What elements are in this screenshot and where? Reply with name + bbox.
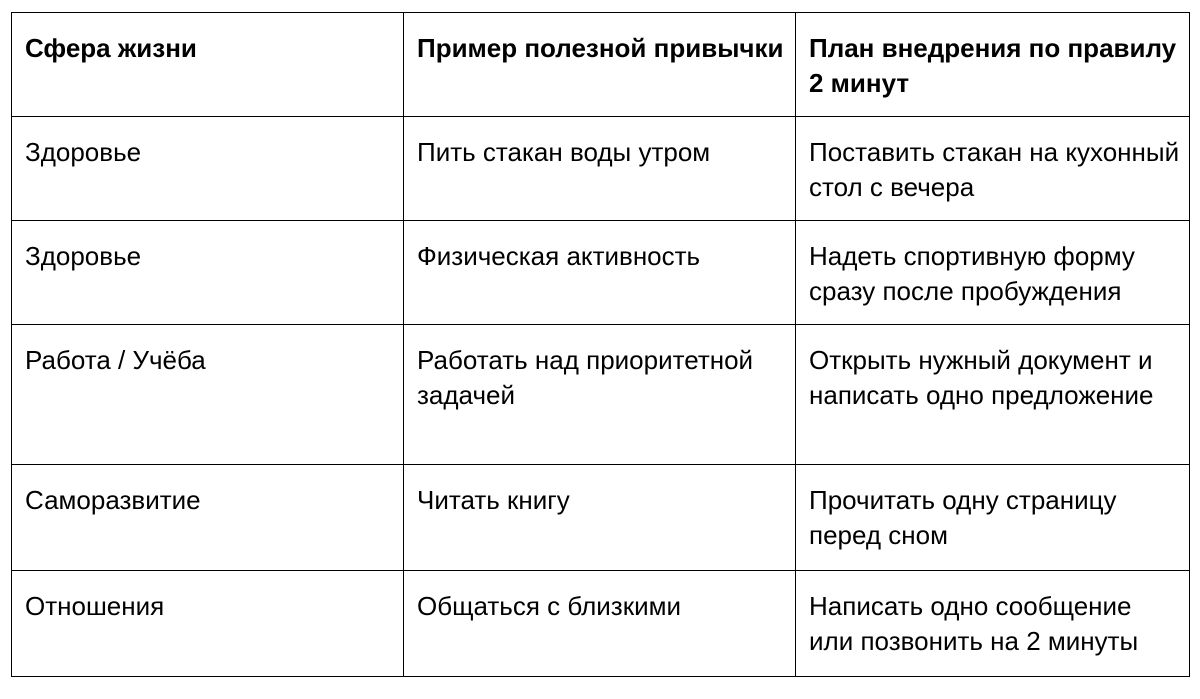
table-row xyxy=(12,325,1190,465)
table-header-row xyxy=(12,13,1190,117)
cell-habit-example: Физическая активность xyxy=(404,221,796,325)
table-row xyxy=(12,117,1190,221)
cell-implementation-plan: Надеть спортивную форму сразу после пробуждения xyxy=(796,221,1190,325)
cell-habit-example: Читать книгу xyxy=(404,465,796,571)
cell-life-area: Здоровье xyxy=(12,221,404,325)
cell-implementation-plan: Написать одно сообщение или позвонить на 2 минуты xyxy=(796,571,1190,677)
cell-implementation-plan: Прочитать одну страницу перед сном xyxy=(796,465,1190,571)
cell-habit-example: Пить стакан воды утром xyxy=(404,117,796,221)
habits-table-container xyxy=(11,12,1189,677)
header-implementation-plan: План внедрения по правилу 2 минут xyxy=(796,13,1190,117)
table-row xyxy=(12,221,1190,325)
cell-implementation-plan: Открыть нужный документ и написать одно предложение xyxy=(796,325,1190,465)
cell-life-area: Работа / Учёба xyxy=(12,325,404,465)
table-row xyxy=(12,571,1190,677)
cell-habit-example: Работать над приоритетной задачей xyxy=(404,325,796,465)
cell-implementation-plan: Поставить стакан на кухонный стол с вечера xyxy=(796,117,1190,221)
cell-life-area: Отношения xyxy=(12,571,404,677)
header-habit-example: Пример полезной привычки xyxy=(404,13,796,117)
cell-habit-example: Общаться с близкими xyxy=(404,571,796,677)
cell-life-area: Саморазвитие xyxy=(12,465,404,571)
cell-life-area: Здоровье xyxy=(12,117,404,221)
habits-table xyxy=(11,12,1190,677)
table-row xyxy=(12,465,1190,571)
header-life-area: Сфера жизни xyxy=(12,13,404,117)
